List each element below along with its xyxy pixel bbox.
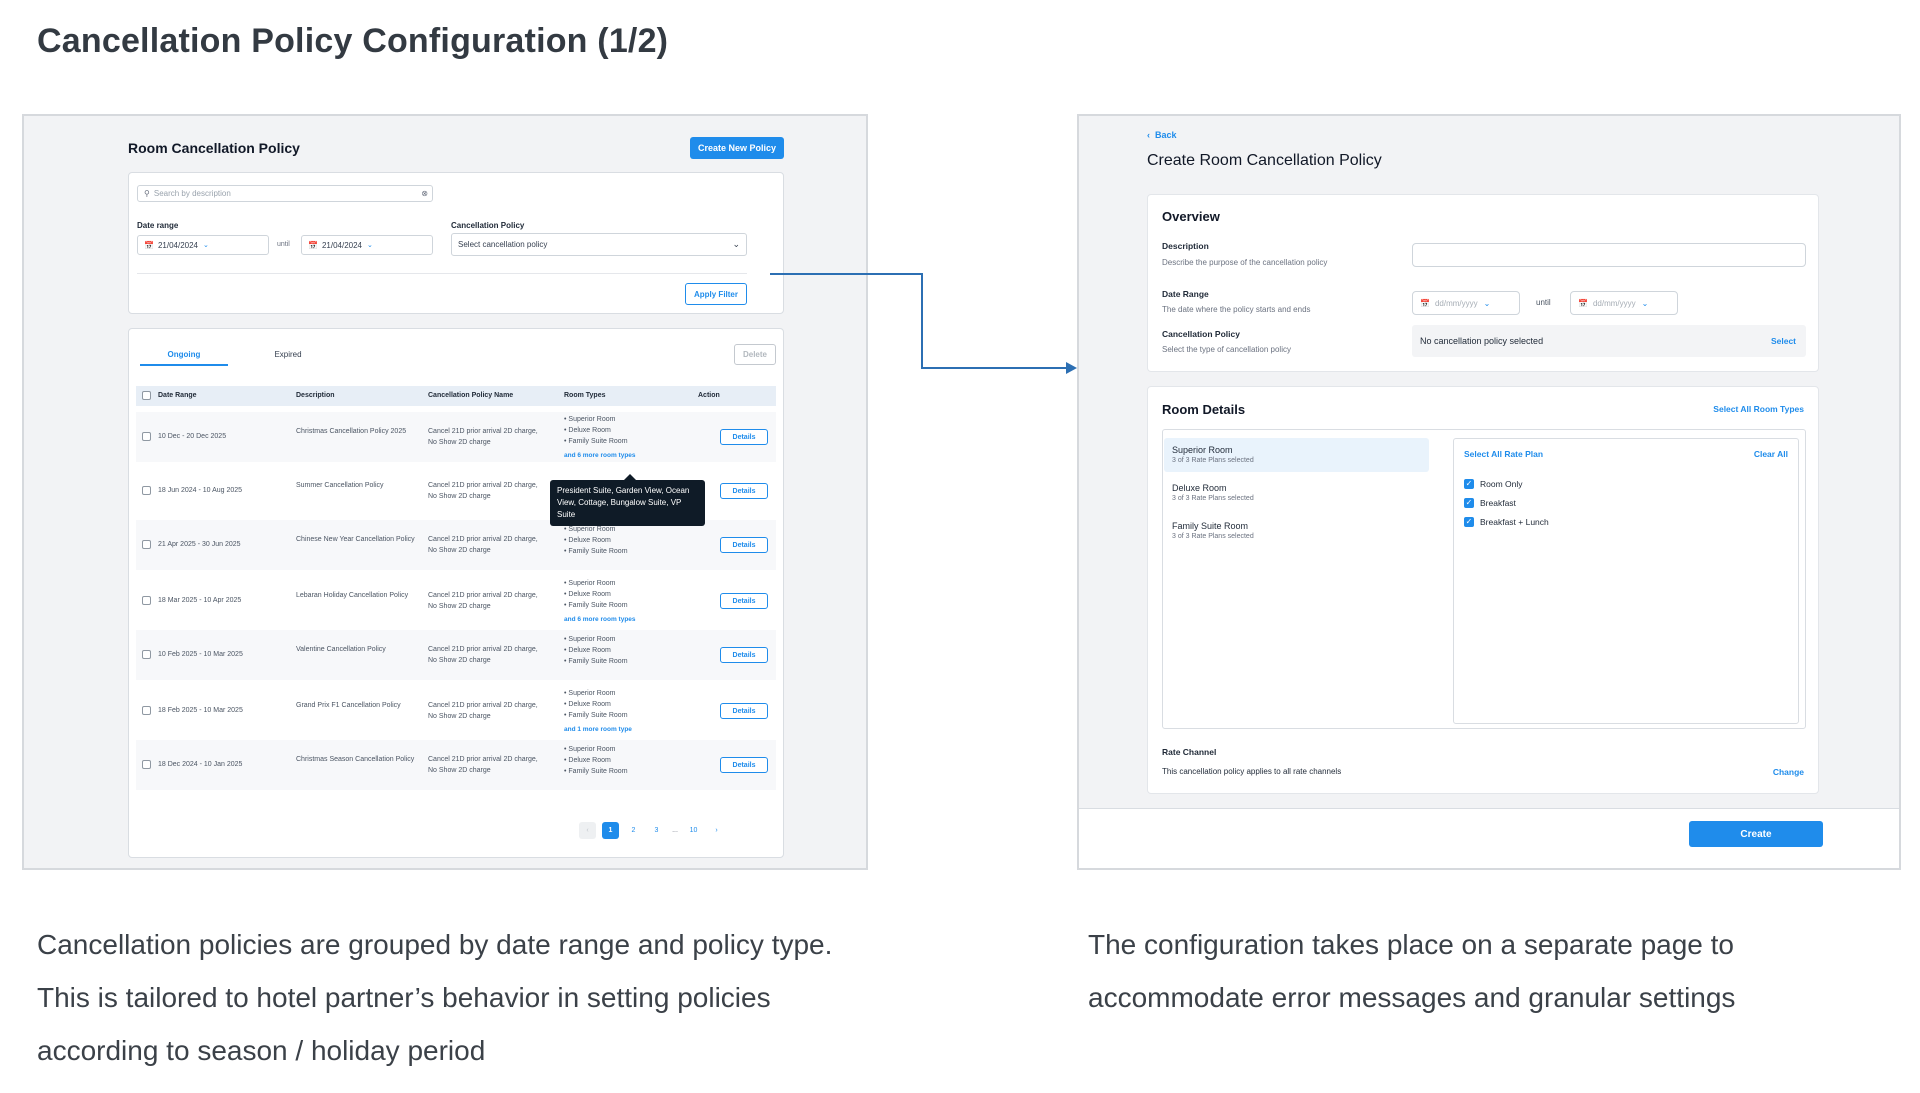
date-to-field[interactable]: 📅 21/04/2024 ⌄ [301, 235, 433, 255]
details-button[interactable]: Details [720, 647, 768, 663]
create-page-title: Create Room Cancellation Policy [1147, 152, 1382, 169]
select-all-checkbox[interactable] [142, 391, 151, 400]
page-1-button[interactable]: 1 [602, 822, 619, 839]
date-range-label: Date Range [1162, 289, 1209, 299]
room-type-item: • Family Suite Room [564, 710, 628, 721]
change-rate-channel-link[interactable]: Change [1772, 767, 1804, 777]
row-policy-name: Cancel 21D prior arrival 2D charge, No Show 2D charge [428, 428, 538, 446]
end-date-field[interactable]: 📅 dd/mm/yyyy ⌄ [1570, 291, 1678, 315]
chevron-down-icon: ⌄ [1483, 298, 1491, 308]
row-description: Grand Prix F1 Cancellation Policy [296, 702, 401, 709]
calendar-icon: 📅 [308, 240, 318, 250]
clear-all-link[interactable]: Clear All [1753, 449, 1788, 459]
more-room-types-link[interactable]: and 1 more room type [564, 726, 632, 733]
room-rate-panel [1162, 429, 1806, 729]
row-description: Lebaran Holiday Cancellation Policy [296, 592, 409, 599]
calendar-icon: 📅 [1578, 298, 1588, 308]
chevron-down-icon: ⌄ [203, 242, 209, 249]
details-button[interactable]: Details [720, 593, 768, 609]
search-input[interactable]: ⚲ Search by description ⊗ [137, 185, 433, 202]
row-policy-name: Cancel 21D prior arrival 2D charge, No Show 2D charge [428, 702, 538, 720]
description-label: Description [1162, 241, 1209, 251]
room-details-card [1147, 386, 1819, 794]
table-header [136, 386, 776, 406]
col-policy-name: Cancellation Policy Name [428, 392, 514, 399]
row-description: Christmas Season Cancellation Policy [296, 756, 415, 763]
divider [137, 273, 747, 274]
details-button[interactable]: Details [720, 429, 768, 445]
row-checkbox[interactable] [142, 760, 151, 769]
more-room-types-link[interactable]: and 6 more room types [564, 616, 636, 623]
room-item-superior[interactable]: Superior Room 3 of 3 Rate Plans selected [1164, 438, 1429, 472]
room-type-item: • Family Suite Room [564, 600, 628, 611]
create-new-policy-button[interactable]: Create New Policy [690, 137, 784, 159]
room-type-item: • Deluxe Room [564, 589, 628, 600]
col-description: Description [296, 392, 335, 399]
room-type-item: • Family Suite Room [564, 766, 628, 777]
row-date-range: 18 Jun 2024 - 10 Aug 2025 [158, 487, 243, 494]
row-checkbox[interactable] [142, 432, 151, 441]
rate-plan-checkbox[interactable]: ✓ [1465, 498, 1473, 507]
clear-search-icon[interactable]: ⊗ [421, 189, 428, 198]
page-ellipsis: ... [672, 827, 678, 834]
select-policy-link[interactable]: Select [1770, 336, 1796, 346]
until-label: until [1536, 298, 1551, 307]
row-policy-name: Cancel 21D prior arrival 2D charge, No Show 2D charge [428, 646, 538, 664]
tab-ongoing[interactable]: Ongoing [140, 350, 228, 366]
table-row [136, 520, 776, 570]
row-policy-name: Cancel 21D prior arrival 2D charge, No Show 2D charge [428, 536, 538, 554]
select-all-room-types-link[interactable]: Select All Room Types [1713, 404, 1804, 414]
row-room-types [564, 578, 628, 611]
room-type-item: • Deluxe Room [564, 699, 628, 710]
until-label: until [277, 241, 290, 248]
details-button[interactable]: Details [720, 757, 768, 773]
rate-channel-text: This cancellation policy applies to all rate channels [1162, 767, 1342, 776]
date-range-help: The date where the policy starts and ends [1162, 305, 1311, 314]
rate-plan-checkbox[interactable]: ✓ [1465, 517, 1473, 526]
room-type-item: • Deluxe Room [564, 535, 628, 546]
policy-selection-box [1412, 325, 1806, 357]
create-screen-mockup [1077, 114, 1901, 870]
details-button[interactable]: Details [720, 483, 768, 499]
rate-channel-label: Rate Channel [1162, 747, 1217, 757]
room-type-item: • Deluxe Room [564, 755, 628, 766]
create-button[interactable]: Create [1689, 821, 1823, 847]
row-date-range: 10 Feb 2025 - 10 Mar 2025 [158, 651, 243, 658]
room-item-family-suite[interactable]: Family Suite Room 3 of 3 Rate Plans selected [1172, 521, 1254, 540]
next-page-button[interactable]: › [708, 822, 725, 839]
apply-filter-button[interactable]: Apply Filter [685, 283, 747, 305]
room-details-heading: Room Details [1162, 402, 1246, 417]
row-policy-name: Cancel 21D prior arrival 2D charge, No Show 2D charge [428, 592, 538, 610]
room-type-item: • Family Suite Room [564, 656, 628, 667]
row-policy-name: Cancel 21D prior arrival 2D charge, No Show 2D charge [428, 756, 538, 774]
prev-page-button[interactable]: ‹ [579, 822, 596, 839]
list-screen-mockup [22, 114, 868, 870]
list-page-title: Room Cancellation Policy [128, 140, 300, 156]
more-room-types-link[interactable]: and 6 more room types [564, 452, 636, 459]
room-type-item: • Superior Room [564, 634, 628, 645]
description-input[interactable] [1412, 243, 1806, 267]
row-room-types [564, 414, 628, 447]
row-room-types [564, 524, 628, 557]
details-button[interactable]: Details [720, 537, 768, 553]
room-type-item: • Superior Room [564, 414, 628, 425]
room-type-item: • Family Suite Room [564, 546, 628, 557]
row-description: Summer Cancellation Policy [296, 482, 384, 489]
calendar-icon: 📅 [1420, 298, 1430, 308]
row-room-types [564, 634, 628, 667]
chevron-down-icon: ⌄ [732, 239, 740, 249]
chevron-down-icon: ⌄ [367, 242, 373, 249]
room-type-item: • Superior Room [564, 744, 628, 755]
table-row [136, 412, 776, 462]
page-3-button[interactable]: 3 [648, 822, 665, 839]
row-checkbox[interactable] [142, 596, 151, 605]
room-type-item: • Superior Room [564, 524, 628, 535]
row-date-range: 21 Apr 2025 - 30 Jun 2025 [158, 541, 241, 548]
room-types-tooltip: President Suite, Garden View, Ocean View, Cottage, Bungalow Suite, VP Suite [550, 480, 705, 526]
flow-arrow [768, 268, 1078, 378]
rate-plan-checkbox[interactable]: ✓ [1465, 479, 1473, 488]
row-room-types [564, 688, 628, 721]
row-date-range: 18 Dec 2024 - 10 Jan 2025 [158, 761, 243, 768]
caption-left: Cancellation policies are grouped by date range and policy type. This is tailored to hotel partner’s behavior in setting policies according to season / holiday period [37, 929, 833, 1066]
row-room-types [564, 744, 628, 777]
room-type-item: • Deluxe Room [564, 645, 628, 656]
overview-card [1147, 194, 1819, 372]
cancellation-policy-help: Select the type of cancellation policy [1162, 345, 1291, 354]
tab-expired[interactable]: Expired [274, 350, 302, 359]
filter-card [128, 172, 784, 314]
row-date-range: 18 Feb 2025 - 10 Mar 2025 [158, 707, 243, 714]
col-action: Action [698, 392, 720, 399]
rate-plan-label: Breakfast + Lunch [1480, 517, 1549, 527]
table-row [136, 630, 776, 680]
row-description: Valentine Cancellation Policy [296, 646, 386, 653]
search-icon: ⚲ [144, 189, 150, 198]
cancellation-policy-label: Cancellation Policy [1162, 329, 1240, 339]
col-date-range: Date Range [158, 392, 197, 399]
description-help: Describe the purpose of the cancellation policy [1162, 258, 1328, 267]
back-link[interactable]: ‹ Back [1147, 130, 1177, 140]
table-row [136, 686, 776, 736]
overview-heading: Overview [1162, 209, 1220, 224]
rate-plan-label: Room Only [1480, 479, 1523, 489]
policy-selected-value: No cancellation policy selected [1420, 336, 1544, 346]
row-checkbox[interactable] [142, 540, 151, 549]
room-item-deluxe[interactable]: Deluxe Room 3 of 3 Rate Plans selected [1172, 483, 1254, 502]
caption-right: The configuration takes place on a separate page to accommodate error messages and granular settings [1088, 929, 1736, 1013]
page-10-button[interactable]: 10 [685, 822, 702, 839]
footer-bar [1079, 808, 1901, 870]
delete-button[interactable]: Delete [734, 344, 776, 365]
rate-plan-list [1453, 438, 1799, 724]
chevron-down-icon: ⌄ [1641, 298, 1649, 308]
row-checkbox[interactable] [142, 706, 151, 715]
col-room-types: Room Types [564, 392, 606, 399]
pagination [579, 822, 725, 839]
room-type-item: • Superior Room [564, 688, 628, 699]
table-row [136, 576, 776, 626]
row-description: Christmas Cancellation Policy 2025 [296, 428, 407, 435]
details-button[interactable]: Details [720, 703, 768, 719]
start-date-field[interactable]: 📅 dd/mm/yyyy ⌄ [1412, 291, 1520, 315]
room-type-item: • Family Suite Room [564, 436, 628, 447]
room-type-item: • Superior Room [564, 578, 628, 589]
table-row [136, 740, 776, 790]
row-checkbox[interactable] [142, 486, 151, 495]
date-range-label: Date range [137, 221, 179, 230]
policy-filter-label: Cancellation Policy [451, 221, 525, 230]
date-from-field[interactable]: 📅 21/04/2024 ⌄ [137, 235, 269, 255]
row-policy-name: Cancel 21D prior arrival 2D charge, No Show 2D charge [428, 482, 538, 500]
chevron-left-icon: ‹ [1147, 130, 1155, 140]
select-all-rate-plan-link[interactable]: Select All Rate Plan [1464, 449, 1544, 459]
row-description: Chinese New Year Cancellation Policy [296, 536, 415, 543]
page-2-button[interactable]: 2 [625, 822, 642, 839]
row-date-range: 18 Mar 2025 - 10 Apr 2025 [158, 597, 242, 604]
room-type-item: • Deluxe Room [564, 425, 628, 436]
policy-select[interactable]: Select cancellation policy ⌄ [451, 233, 747, 256]
calendar-icon: 📅 [144, 240, 154, 250]
page-title: Cancellation Policy Configuration (1/2) [37, 22, 669, 60]
row-checkbox[interactable] [142, 650, 151, 659]
rate-plan-label: Breakfast [1480, 498, 1516, 508]
row-date-range: 10 Dec - 20 Dec 2025 [158, 433, 227, 440]
